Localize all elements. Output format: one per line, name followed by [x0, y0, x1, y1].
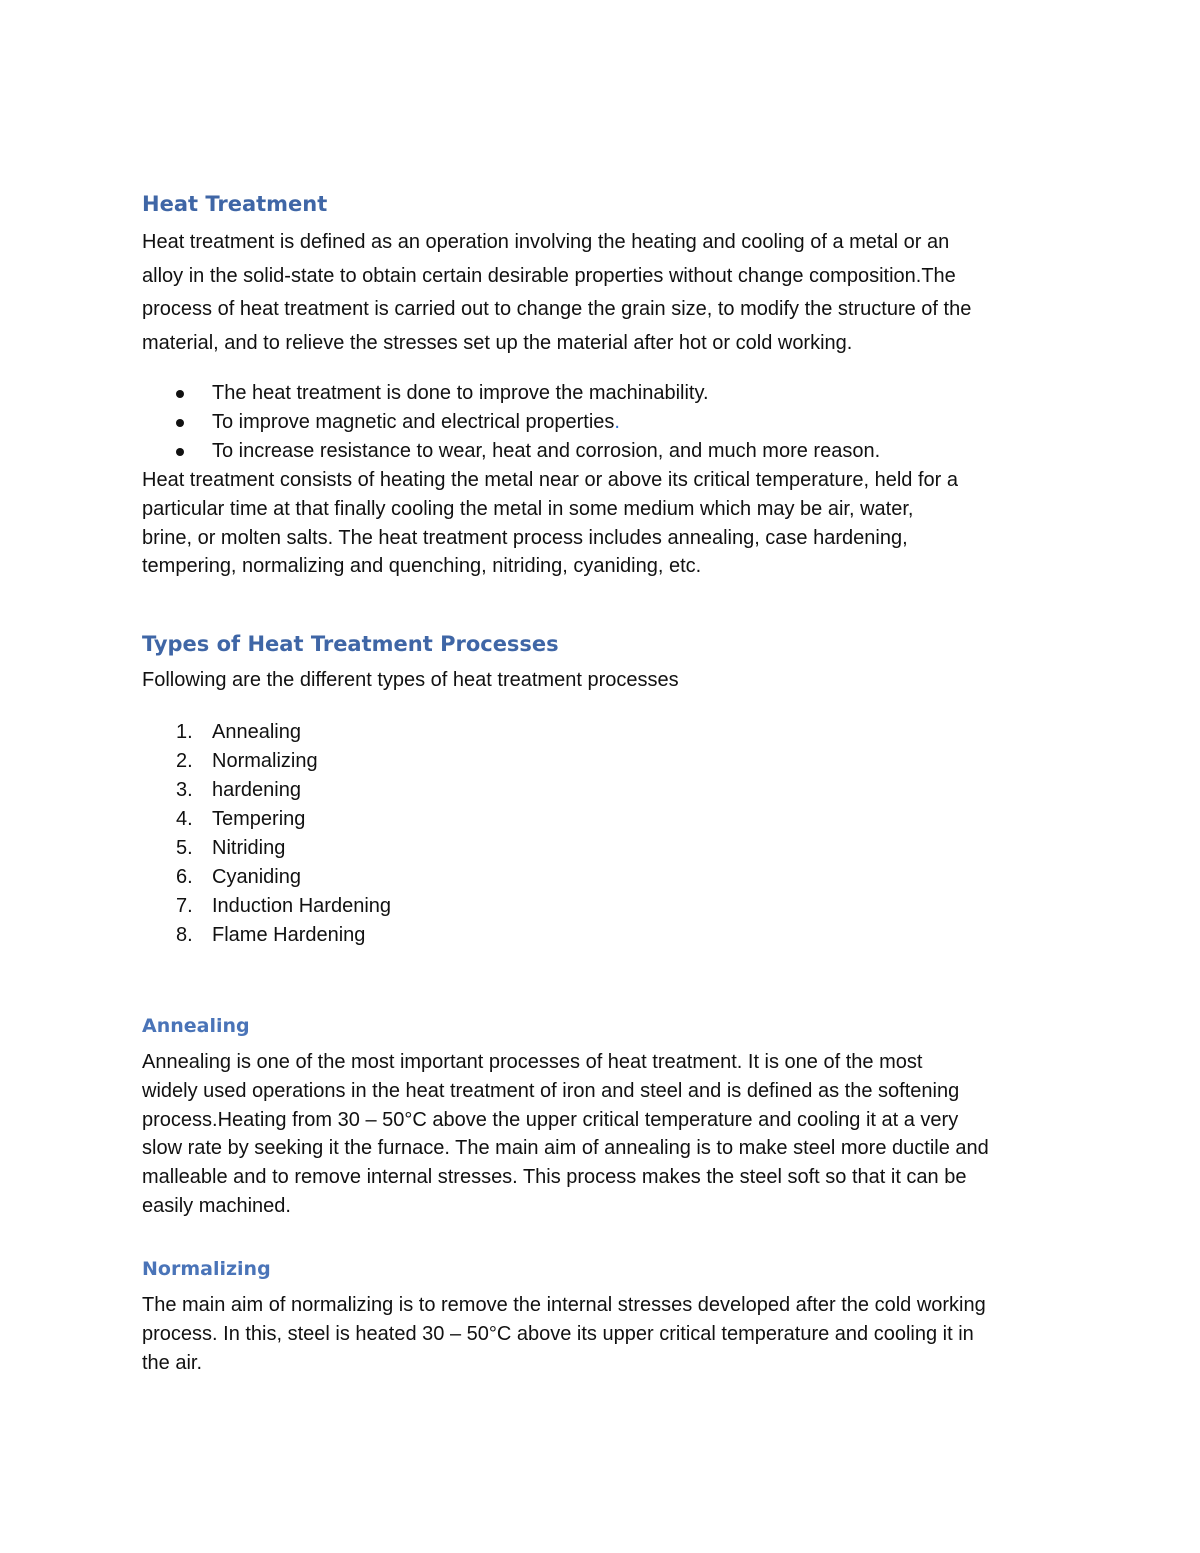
text-line: material, and to relieve the stresses set up the material after hot or cold working. [142, 331, 853, 354]
list-item-text: Nitriding [212, 837, 286, 859]
text-line: malleable and to remove internal stresses. This process makes the steel soft so that it can be [142, 1166, 967, 1189]
list-item-text: Flame Hardening [212, 924, 366, 946]
list-item [142, 863, 391, 892]
text-line: process.Heating from 30 – 50°C above the upper critical temperature and cooling it at a very [142, 1108, 959, 1131]
paragraph-heat-treatment-process [142, 466, 1062, 581]
heading-normalizing: Normalizing [142, 1258, 271, 1280]
heading-heat-treatment: Heat Treatment [142, 192, 328, 216]
list-number: 3. [176, 779, 193, 801]
heading-annealing: Annealing [142, 1015, 250, 1037]
numbered-list-processes [142, 718, 391, 950]
list-number: 4. [176, 808, 193, 830]
list-item [142, 437, 880, 466]
text-line: Annealing is one of the most important processes of heat treatment. It is one of the most [142, 1051, 923, 1073]
list-item-text: Cyaniding [212, 866, 301, 888]
list-item [142, 834, 391, 863]
list-item-text: hardening [212, 779, 301, 801]
paragraph-heat-treatment-definition [142, 226, 1062, 360]
text-line: widely used operations in the heat treatment of iron and steel and is defined as the softening [142, 1079, 960, 1102]
list-item-text: Tempering [212, 808, 306, 830]
list-item-text: To improve magnetic and electrical properties [212, 411, 615, 433]
list-item [142, 408, 880, 437]
text-line: easily machined. [142, 1194, 291, 1217]
list-number: 1. [176, 721, 193, 743]
text-line: particular time at that finally cooling the metal in some medium which may be air, water, [142, 497, 914, 520]
paragraph-normalizing [142, 1291, 1062, 1377]
bullet-icon [176, 390, 184, 398]
text-line: brine, or molten salts. The heat treatment process includes annealing, case hardening, [142, 526, 908, 549]
text-line: The main aim of normalizing is to remove the internal stresses developed after the cold working [142, 1294, 986, 1316]
list-number: 7. [176, 895, 193, 917]
bullet-icon [176, 419, 184, 427]
text-line: tempering, normalizing and quenching, nitriding, cyaniding, etc. [142, 555, 702, 578]
list-item [142, 776, 391, 805]
list-number: 6. [176, 866, 193, 888]
text-line: the air. [142, 1351, 203, 1374]
heading-types-of-processes: Types of Heat Treatment Processes [142, 632, 559, 656]
text-line: alloy in the solid-state to obtain certain desirable properties without change composition.The [142, 264, 956, 287]
bullet-icon [176, 448, 184, 456]
list-item [142, 747, 391, 776]
list-item [142, 379, 880, 408]
list-item-text: Normalizing [212, 750, 318, 772]
list-item-text: The heat treatment is done to improve the machinability. [212, 382, 709, 404]
list-number: 5. [176, 837, 193, 859]
paragraph-types-intro [142, 666, 1062, 695]
list-number: 2. [176, 750, 193, 772]
list-item-text: To increase resistance to wear, heat and corrosion, and much more reason. [212, 440, 881, 462]
text-line: Following are the different types of heat treatment processes [142, 669, 679, 691]
list-item-text: Annealing [212, 721, 301, 743]
text-line: Heat treatment is defined as an operation involving the heating and cooling of a metal or an [142, 231, 950, 253]
list-item [142, 892, 391, 921]
text-line: slow rate by seeking it the furnace. The main aim of annealing is to make steel more ductile and [142, 1137, 989, 1160]
list-item [142, 718, 391, 747]
list-item [142, 921, 391, 950]
blue-period: . [614, 411, 620, 433]
paragraph-annealing [142, 1048, 1062, 1221]
text-line: Heat treatment consists of heating the metal near or above its critical temperature, held for a [142, 469, 958, 491]
bullet-list-benefits [142, 379, 880, 466]
list-item [142, 805, 391, 834]
list-number: 8. [176, 924, 193, 946]
list-item-text: Induction Hardening [212, 895, 392, 917]
text-line: process of heat treatment is carried out to change the grain size, to modify the structure of the [142, 298, 972, 320]
text-line: process. In this, steel is heated 30 – 50°C above its upper critical temperature and cooling it in [142, 1322, 974, 1345]
